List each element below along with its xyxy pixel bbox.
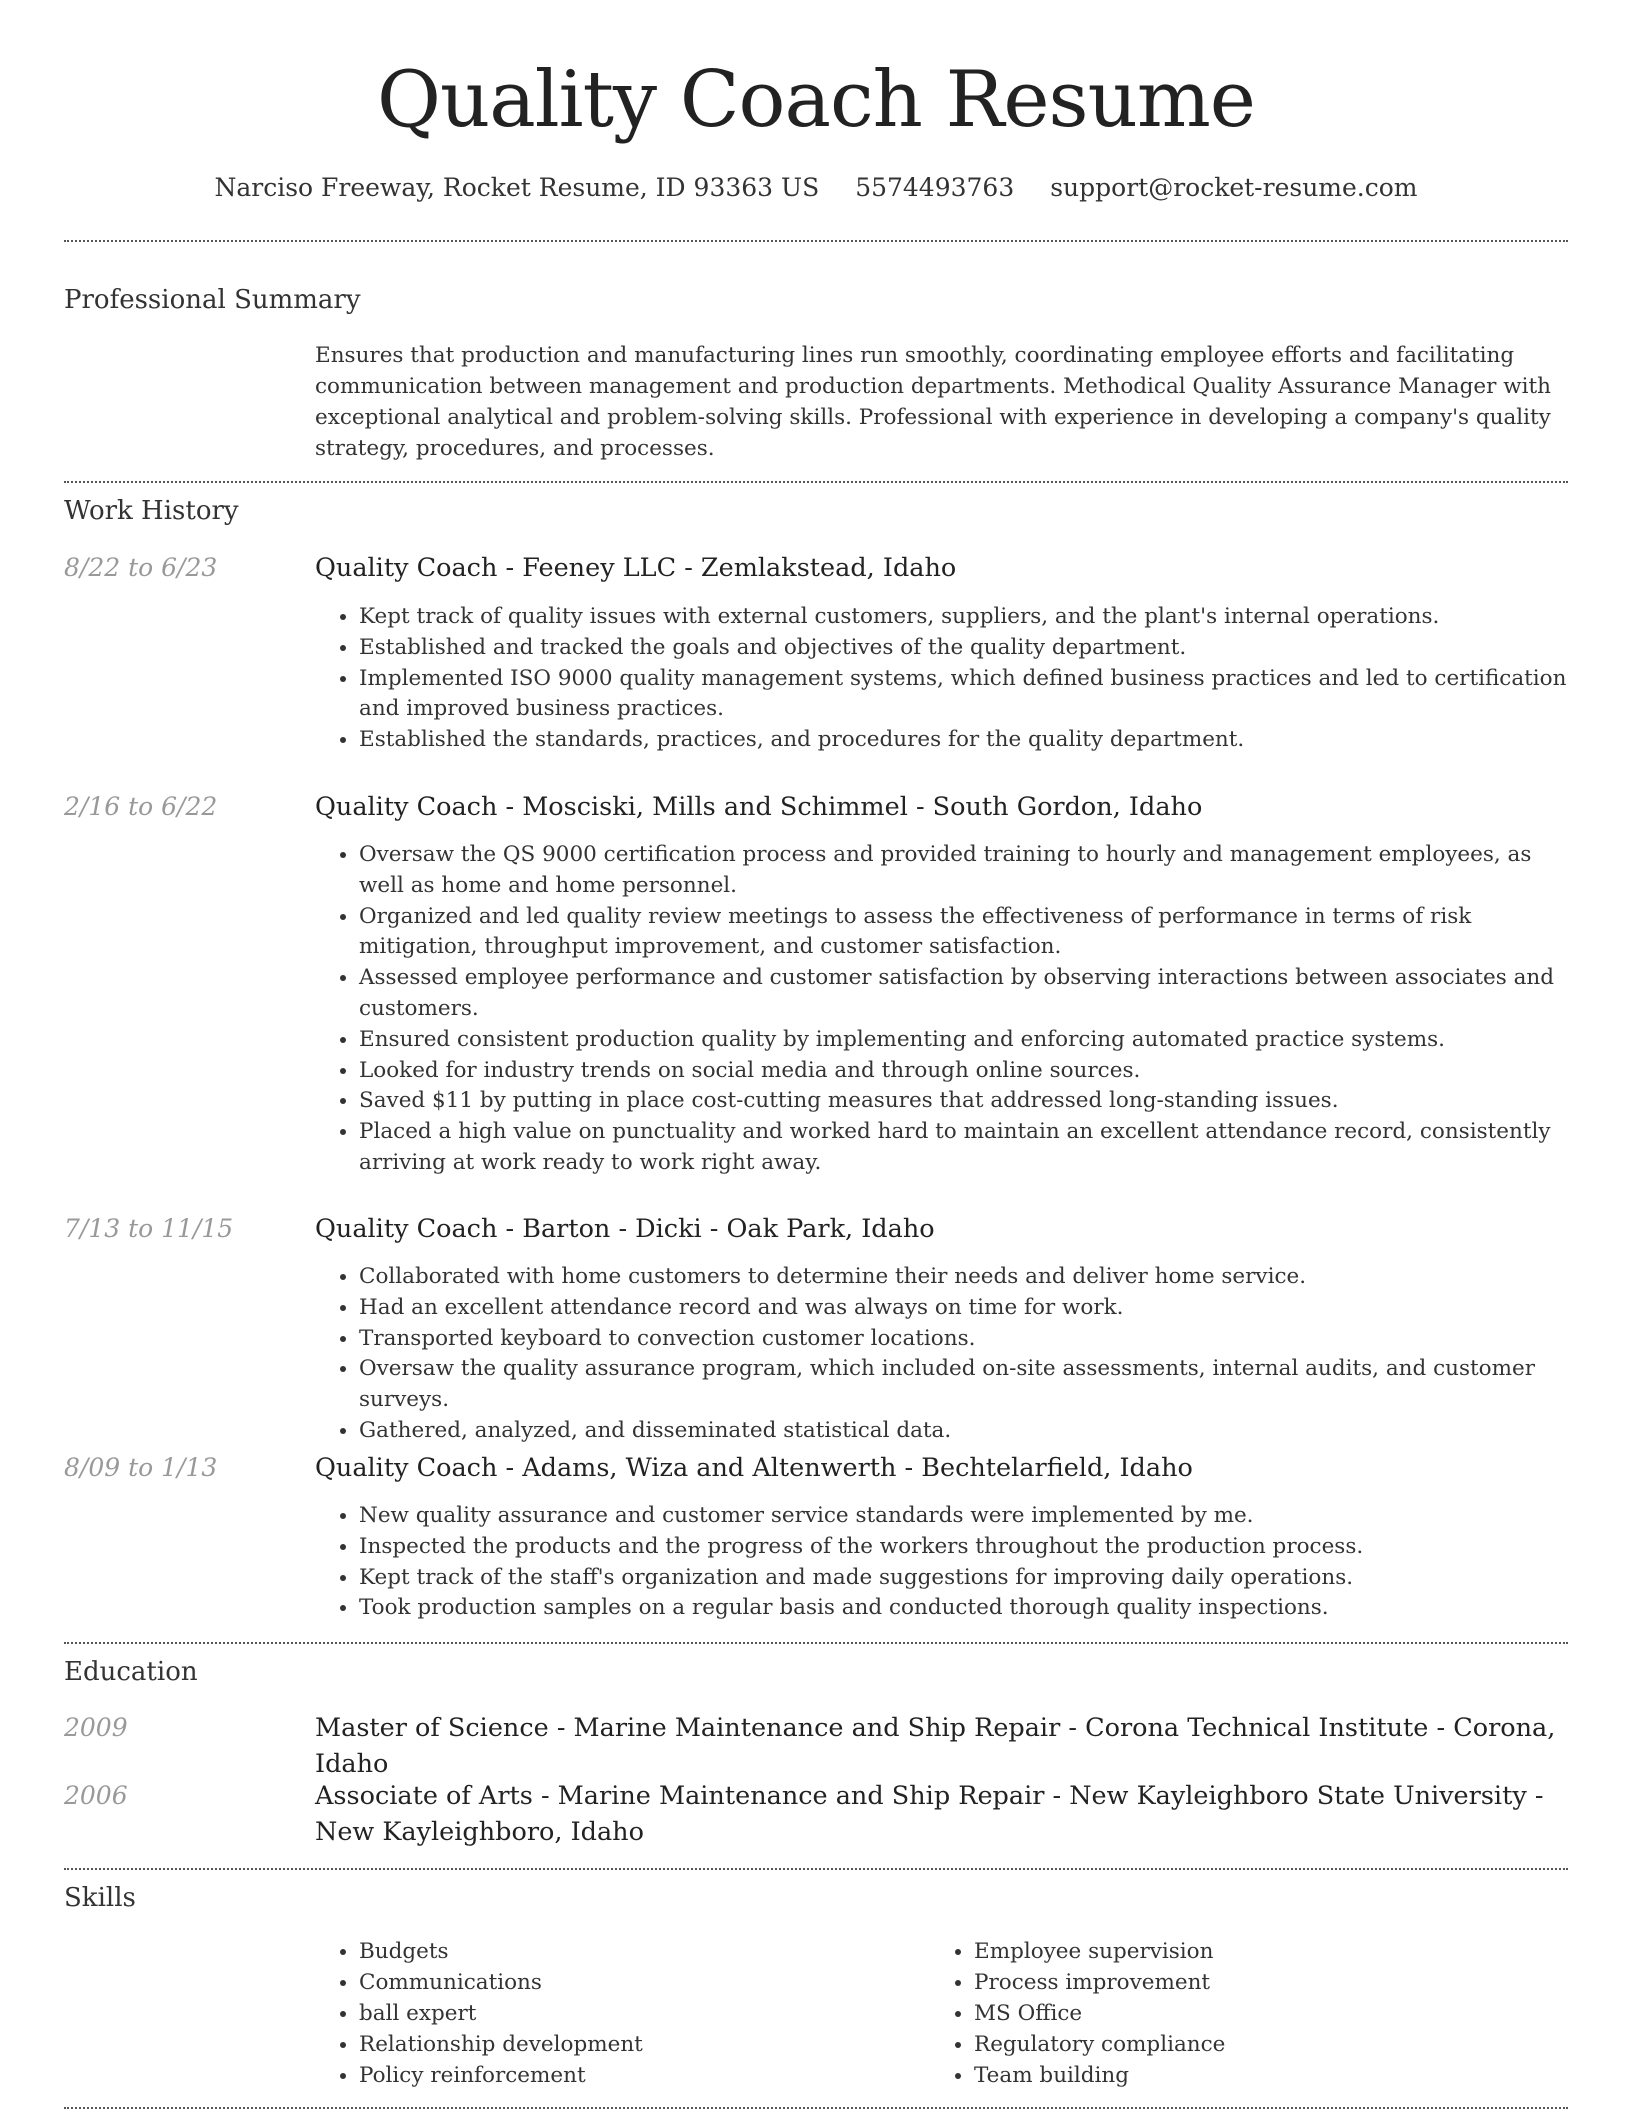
education-year: 2006 [64, 1781, 128, 1810]
list-item: • Transported keyboard to convection customer locations. [359, 1324, 1568, 1355]
list-item: • Ensured consistent production quality by implementing and enforcing automated practice systems. [359, 1025, 1568, 1056]
list-item: • Implemented ISO 9000 quality management systems, which defined business practices and led to certification and improved business practices. [359, 664, 1568, 726]
job-bullets [315, 602, 1568, 756]
list-item: • Kept track of the staff's organization and made suggestions for improving daily operations. [359, 1563, 1568, 1594]
section-heading-education: Education [64, 1657, 198, 1687]
list-item: • ball expert [359, 1998, 930, 2029]
list-item: • New quality assurance and customer service standards were implemented by me. [359, 1501, 1568, 1532]
job-dates: 2/16 to 6/22 [64, 792, 218, 821]
list-item: • Kept track of quality issues with external customers, suppliers, and the plant's internal operations. [359, 602, 1568, 633]
list-item: • Regulatory compliance [974, 2029, 1568, 2060]
list-item: • Gathered, analyzed, and disseminated statistical data. [359, 1416, 1568, 1447]
page-title: Quality Coach Resume [377, 55, 1255, 145]
skills-list-right [930, 1936, 1568, 2091]
list-item: • Relationship development [359, 2029, 930, 2060]
contact-address: Narciso Freeway, Rocket Resume, ID 93363 US [214, 173, 820, 202]
job-bullets [315, 1262, 1568, 1447]
job-dates: 8/09 to 1/13 [64, 1453, 218, 1482]
list-item: • Employee supervision [974, 1936, 1568, 1967]
list-item: • Inspected the products and the progress of the workers throughout the production process. [359, 1532, 1568, 1563]
job-title: Quality Coach - Adams, Wiza and Altenwerth - Bechtelarfield, Idaho [315, 1453, 1193, 1483]
education-year: 2009 [64, 1713, 128, 1742]
list-item: • Assessed employee performance and customer satisfaction by observing interactions between associates and customers. [359, 963, 1568, 1025]
list-item: • Oversaw the quality assurance program, which included on-site assessments, internal audits, and customer surveys. [359, 1354, 1568, 1416]
list-item: • Budgets [359, 1936, 930, 1967]
skills-list-left [315, 1936, 930, 2091]
list-item: • Team building [974, 2060, 1568, 2091]
job-title: Quality Coach - Barton - Dicki - Oak Park, Idaho [315, 1214, 935, 1244]
list-item: • MS Office [974, 1998, 1568, 2029]
list-item: • Took production samples on a regular basis and conducted thorough quality inspections. [359, 1593, 1568, 1624]
section-heading-skills: Skills [64, 1883, 136, 1913]
list-item: • Established the standards, practices, and procedures for the quality department. [359, 725, 1568, 756]
job-bullets [315, 840, 1568, 1179]
list-item: • Oversaw the QS 9000 certification process and provided training to hourly and management employees, as well as home and home personnel. [359, 840, 1568, 902]
contact-line [64, 170, 1568, 206]
contact-email: support@rocket-resume.com [1050, 173, 1418, 202]
job-bullets [315, 1501, 1568, 1624]
list-item: • Looked for industry trends on social media and through online sources. [359, 1056, 1568, 1087]
job-title: Quality Coach - Feeney LLC - Zemlakstead, Idaho [315, 553, 957, 583]
list-item: • Collaborated with home customers to determine their needs and deliver home service. [359, 1262, 1568, 1293]
list-item: • Organized and led quality review meetings to assess the effectiveness of performance in terms of risk mitigation, throughput improvement, and customer satisfaction. [359, 902, 1568, 964]
section-heading-summary: Professional Summary [64, 285, 361, 315]
divider [64, 1642, 1568, 1644]
list-item: • Established and tracked the goals and objectives of the quality department. [359, 633, 1568, 664]
education-title: Master of Science - Marine Maintenance and Ship Repair - Corona Technical Institute - Corona, Idaho [315, 1713, 1556, 1779]
contact-phone: 5574493763 [855, 173, 1015, 202]
list-item: • Policy reinforcement [359, 2060, 930, 2091]
job-title: Quality Coach - Mosciski, Mills and Schimmel - South Gordon, Idaho [315, 792, 1203, 822]
list-item: • Process improvement [974, 1967, 1568, 1998]
divider [64, 240, 1568, 242]
divider [64, 1868, 1568, 1870]
list-item: • Had an excellent attendance record and was always on time for work. [359, 1293, 1568, 1324]
education-title: Associate of Arts - Marine Maintenance and Ship Repair - New Kayleighboro State University - New Kayleighboro, Idaho [315, 1781, 1544, 1847]
list-item: • Communications [359, 1967, 930, 1998]
divider [64, 2107, 1568, 2109]
summary-text: Ensures that production and manufacturing lines run smoothly, coordinating employee efforts and facilitating communication between management and production departments. Methodical Quality Assurance Manager with exceptional analytical and problem-solving skills. Professional with experience in developing a company's quality strategy, procedures, and processes. [315, 343, 1551, 461]
list-item: • Placed a high value on punctuality and worked hard to maintain an excellent attendance record, consistently arriving at work ready to work right away. [359, 1117, 1568, 1179]
list-item: • Saved $11 by putting in place cost-cutting measures that addressed long-standing issues. [359, 1086, 1568, 1117]
section-heading-work: Work History [64, 496, 239, 526]
job-dates: 8/22 to 6/23 [64, 553, 218, 582]
job-dates: 7/13 to 11/15 [64, 1214, 234, 1243]
divider [64, 481, 1568, 483]
